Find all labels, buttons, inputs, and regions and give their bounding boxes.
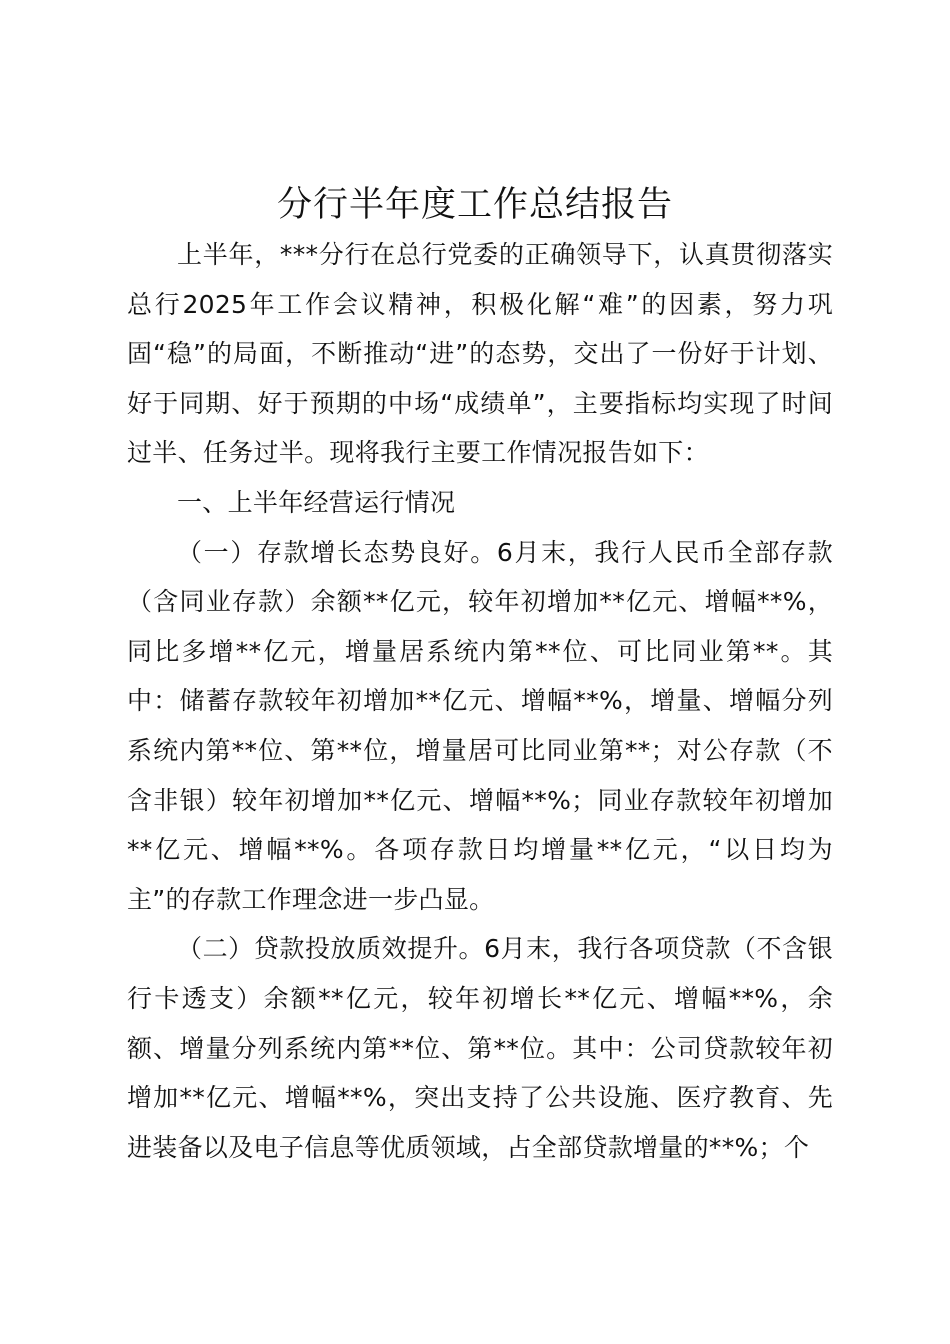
deposit-paragraph: （一）存款增长态势良好。6月末，我行人民币全部存款（含同业存款）余额**亿元，较年初增加**亿元、增幅**%，同比多增**亿元，增量居系统内第**位、可比同业第**。其中：储蓄存款较年初增加**亿元、增幅**%，增量、增幅分列系统内第**位、第**位，增量居可比同业第**；对公存款（不含非银）较年初增加**亿元、增幅**%；同业存款较年初增加**亿元、增幅**%。各项存款日均增量**亿元，“以日均为主”的存款工作理念进一步凸显。 xyxy=(127,537,833,914)
loan-paragraph: （二）贷款投放质效提升。6月末，我行各项贷款（不含银行卡透支）余额**亿元，较年初增长**亿元、增幅**%，余额、增量分列系统内第**位、第**位。其中：公司贷款较年初增加**亿元、增幅**%，突出支持了公共设施、医疗教育、先进装备以及电子信息等优质领域，占全部贷款增量的**%；个 xyxy=(127,934,833,1162)
section-heading: 一、上半年经营运行情况 xyxy=(177,487,456,517)
document-body xyxy=(127,230,833,1172)
document-title: 分行半年度工作总结报告 xyxy=(276,185,673,225)
intro-paragraph: 上半年，***分行在总行党委的正确领导下，认真贯彻落实总行2025年工作会议精神，积极化解“难”的因素，努力巩固“稳”的局面，不断推动“进”的态势，交出了一份好于计划、好于同期、好于预期的中场“成绩单”，主要指标均实现了时间过半、任务过半。现将我行主要工作情况报告如下： xyxy=(127,240,833,468)
